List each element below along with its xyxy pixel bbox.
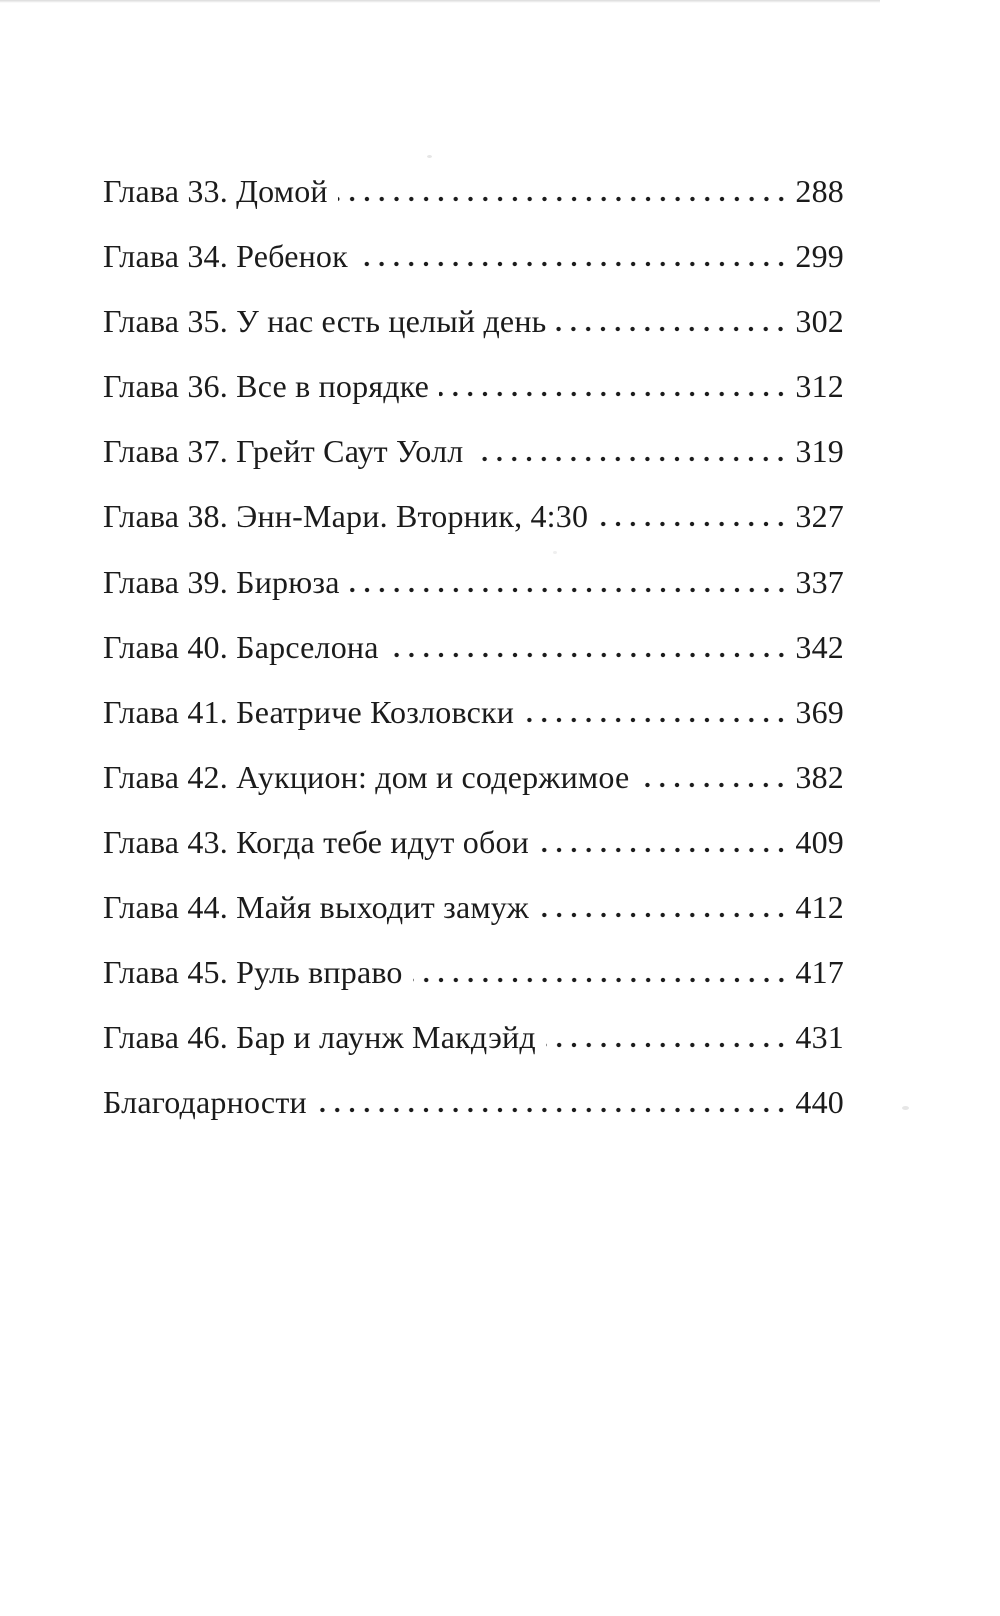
toc-entry-page-number: 417 <box>795 954 844 991</box>
dot-leader <box>338 196 792 202</box>
toc-entry <box>103 745 844 810</box>
dot-leader <box>389 652 792 658</box>
toc-entry-label: Глава 46. Бар и лаунж Макдэйд <box>103 1019 536 1056</box>
toc-entry <box>103 289 844 354</box>
toc-entry-page-number: 369 <box>795 693 844 730</box>
toc-entry <box>103 1070 844 1135</box>
dot-leader <box>546 1042 792 1048</box>
toc-entry <box>103 224 844 289</box>
toc-entry <box>103 680 844 745</box>
toc-entry <box>103 354 844 419</box>
scan-edge-artifact <box>0 0 880 3</box>
toc-entry <box>103 615 844 680</box>
dot-leader <box>556 326 791 332</box>
toc-entry-page-number: 312 <box>795 368 844 405</box>
dot-leader <box>317 1107 792 1113</box>
toc-entry <box>103 159 844 224</box>
toc-entry-label: Глава 44. Майя выходит замуж <box>103 889 529 926</box>
toc-entry-label: Глава 39. Бирюза <box>103 563 340 600</box>
toc-entry-page-number: 409 <box>795 823 844 860</box>
toc-entry-label: Глава 34. Ребенок <box>103 238 348 275</box>
toc-entry <box>103 940 844 1005</box>
dot-leader <box>539 847 791 853</box>
toc-entry-label: Глава 36. Все в порядке <box>103 368 430 405</box>
toc-entry-page-number: 319 <box>795 433 844 470</box>
dot-leader <box>473 456 791 462</box>
toc-entry-page-number: 342 <box>795 628 844 665</box>
toc-entry-page-number: 299 <box>795 238 844 275</box>
toc-entry-page-number: 440 <box>795 1084 844 1121</box>
toc-entry-label: Глава 33. Домой <box>103 173 328 209</box>
dot-leader <box>350 587 792 593</box>
toc-entry-page-number: 382 <box>795 758 844 795</box>
toc-entry <box>103 550 844 615</box>
dot-leader <box>524 717 791 723</box>
toc-entry-page-number: 337 <box>795 563 844 600</box>
dot-leader <box>439 391 791 397</box>
scan-speck <box>427 155 432 158</box>
toc-entry-label: Глава 40. Барселона <box>103 628 379 665</box>
toc-entry-label: Глава 37. Грейт Саут Уолл <box>103 433 464 470</box>
toc-entry <box>103 484 844 549</box>
toc-entry-page-number: 431 <box>795 1019 844 1056</box>
dot-leader <box>598 521 791 527</box>
toc-entry-page-number: 327 <box>795 498 844 535</box>
toc-entry-label: Глава 38. Энн-Мари. Вторник, 4:30 <box>103 498 589 535</box>
dot-leader <box>539 912 791 918</box>
toc-entry-label: Глава 43. Когда тебе идут обои <box>103 823 529 860</box>
table-of-contents <box>103 159 844 1135</box>
toc-entry <box>103 810 844 875</box>
toc-entry-page-number: 412 <box>795 889 844 926</box>
toc-entry <box>103 419 844 484</box>
toc-entry-label: Глава 45. Руль вправо <box>103 954 403 991</box>
scan-speck <box>902 1106 909 1110</box>
dot-leader <box>413 977 792 983</box>
toc-entry <box>103 875 844 940</box>
dot-leader <box>639 782 791 788</box>
toc-entry-label: Глава 35. У нас есть целый день <box>103 303 547 340</box>
toc-entry-label: Глава 42. Аукцион: дом и содержимое <box>103 758 630 795</box>
toc-entry-page-number: 288 <box>795 173 844 209</box>
toc-entry-page-number: 302 <box>795 303 844 340</box>
toc-entry-label: Глава 41. Беатриче Козловски <box>103 693 515 730</box>
dot-leader <box>358 261 792 267</box>
toc-entry <box>103 1005 844 1070</box>
toc-entry-label: Благодарности <box>103 1084 307 1121</box>
